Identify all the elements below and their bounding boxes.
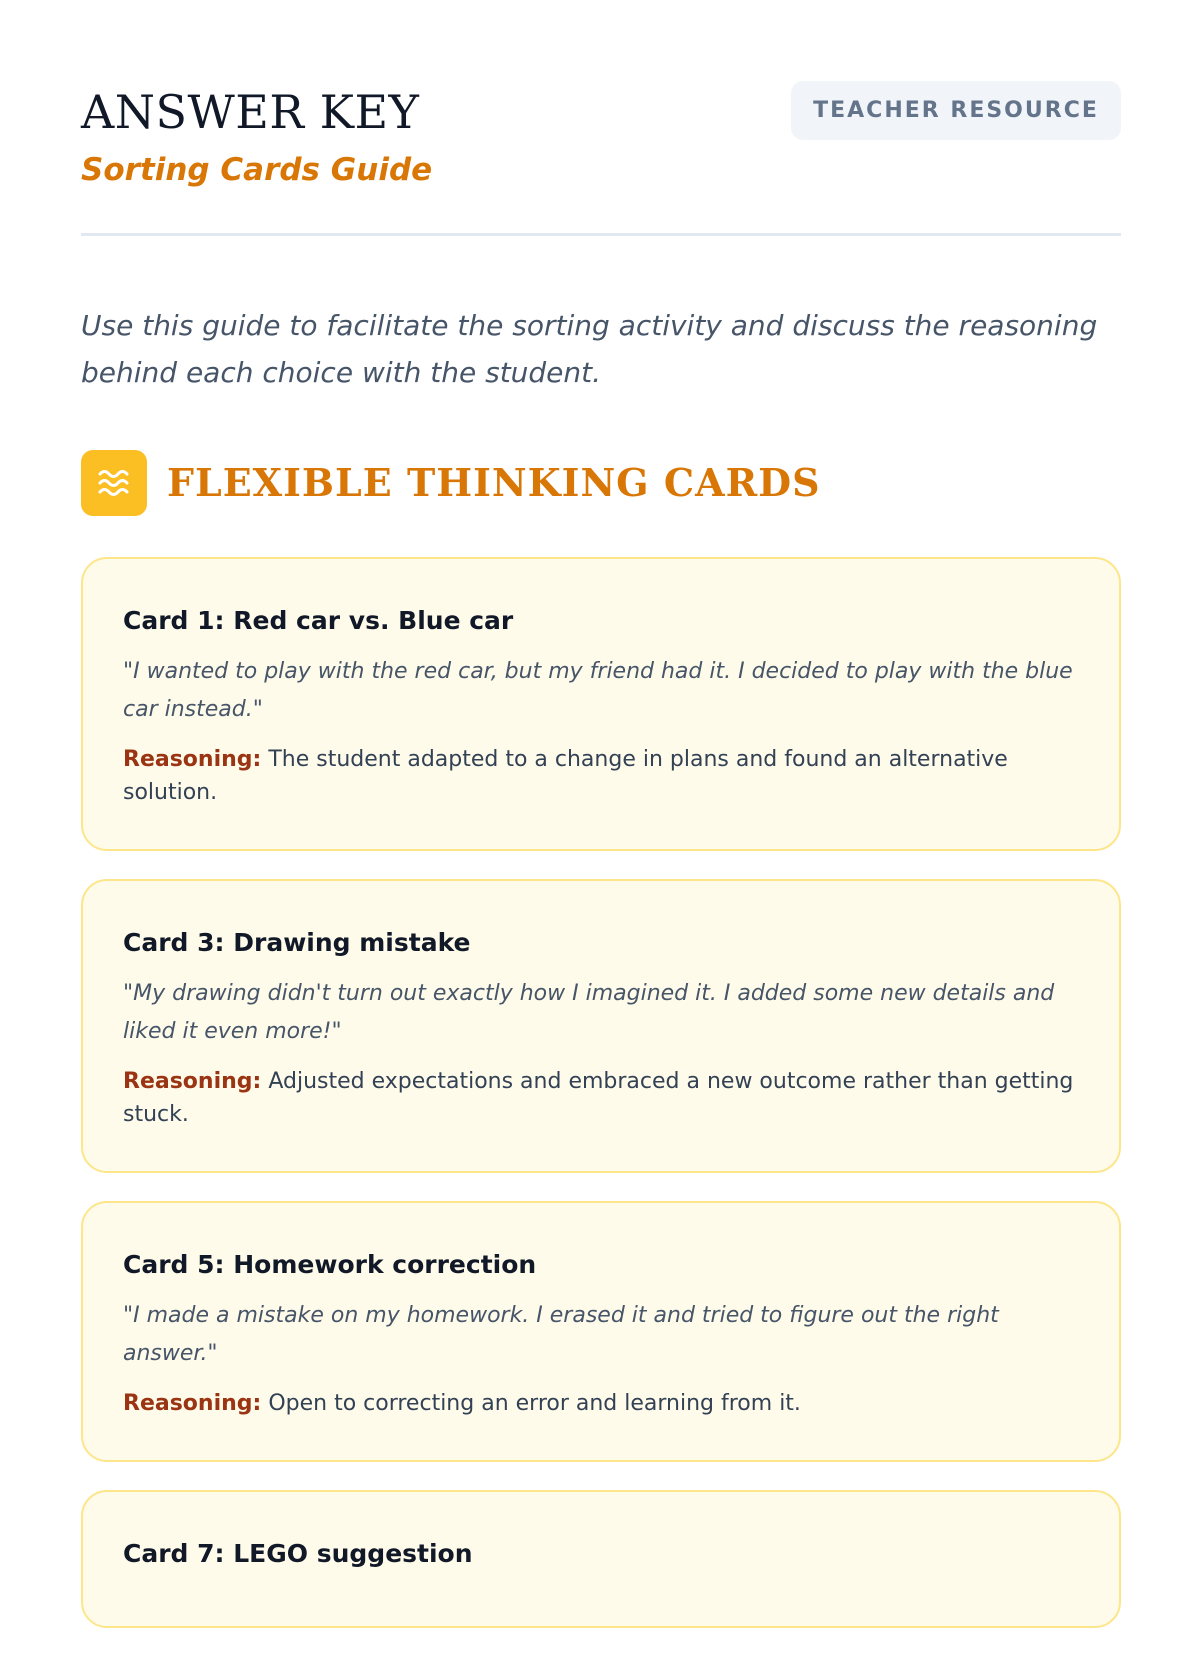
reasoning-label: Reasoning: [123, 1069, 262, 1094]
reasoning-text: Adjusted expectations and embraced a new outcome rather than getting stuck. [123, 1069, 1074, 1127]
card-quote: "I made a mistake on my homework. I erased it and tried to figure out the right answer." [123, 1303, 999, 1366]
card-reasoning [123, 1065, 1079, 1131]
answer-card [81, 1490, 1121, 1628]
card-quote: "I wanted to play with the red car, but my friend had it. I decided to play with the blue car instead." [123, 659, 1073, 722]
card-reasoning [123, 743, 1079, 809]
answer-card [81, 879, 1121, 1173]
page-title: ANSWER KEY [81, 85, 420, 139]
answer-card [81, 557, 1121, 851]
card-quote: "My drawing didn't turn out exactly how I imagined it. I added some new details and liked it even more!" [123, 981, 1055, 1044]
intro-text: Use this guide to facilitate the sorting activity and discuss the reasoning behind each choice with the student. [81, 309, 1098, 389]
reasoning-label: Reasoning: [123, 1391, 262, 1416]
section-title: FLEXIBLE THINKING CARDS [167, 460, 821, 505]
page-subtitle: Sorting Cards Guide [81, 152, 433, 188]
card-title: Card 3: Drawing mistake [123, 928, 471, 957]
reasoning-text: The student adapted to a change in plans and found an alternative solution. [123, 747, 1008, 805]
card-title: Card 1: Red car vs. Blue car [123, 606, 514, 635]
teacher-resource-badge: TEACHER RESOURCE [791, 81, 1121, 140]
answer-key-page [81, 0, 1121, 1568]
section-header [81, 450, 821, 516]
card-reasoning [123, 1387, 1079, 1420]
waves-icon [81, 450, 147, 516]
card-list [81, 557, 1121, 1656]
page-header [81, 0, 1121, 236]
answer-card [81, 1201, 1121, 1462]
card-title: Card 5: Homework correction [123, 1250, 537, 1279]
card-title: Card 7: LEGO suggestion [123, 1539, 473, 1568]
reasoning-text: Open to correcting an error and learning from it. [268, 1391, 801, 1416]
reasoning-label: Reasoning: [123, 747, 262, 772]
